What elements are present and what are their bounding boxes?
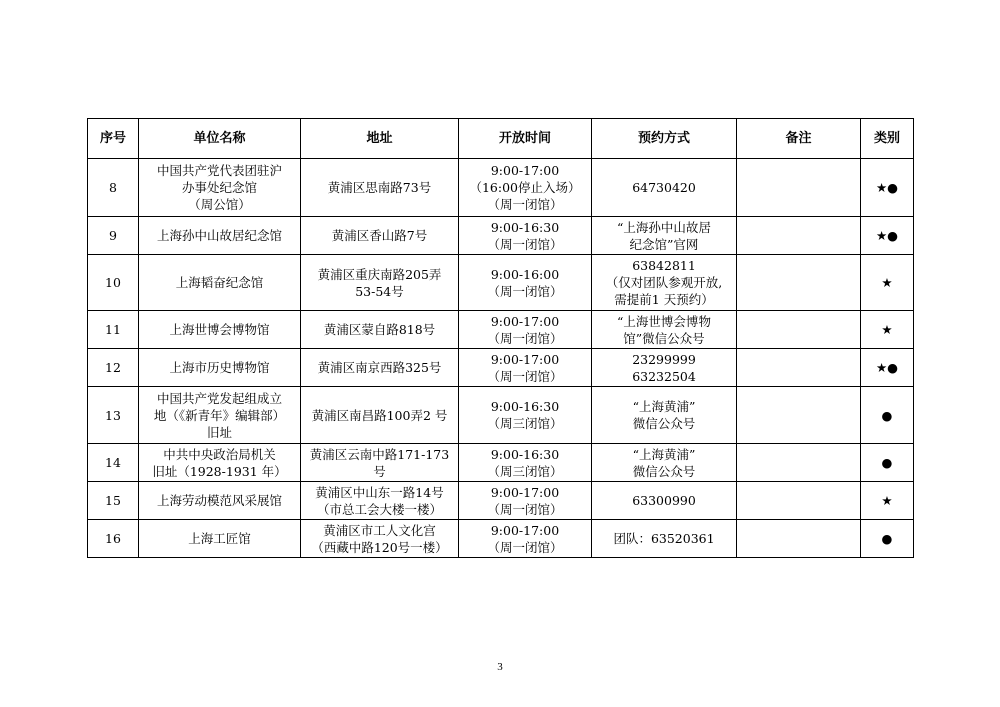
- header-name: 单位名称: [139, 119, 301, 159]
- row-number: 8: [88, 159, 139, 217]
- venue-name-line: 上海韬奋纪念馆: [175, 275, 264, 290]
- opening-hours-line: （周一闭馆）: [487, 283, 563, 299]
- opening-hours-line: 9:00-17:00: [490, 313, 560, 329]
- header-hours: 开放时间: [459, 119, 592, 159]
- venue-address: [301, 482, 459, 520]
- venue-name-line: 上海工匠馆: [188, 531, 251, 546]
- booking-method: [592, 217, 737, 255]
- row-number: 14: [88, 444, 139, 482]
- booking-method-line: 纪念馆”官网: [629, 236, 699, 252]
- venue-address-line: 黄浦区重庆南路205弄: [317, 266, 442, 282]
- venue-name-line: 上海世博会博物馆: [169, 322, 270, 337]
- venue-address: [301, 444, 459, 482]
- opening-hours-line: 9:00-16:00: [490, 266, 560, 282]
- opening-hours: [459, 387, 592, 444]
- booking-method-line: 需提前1 天预约）: [614, 292, 714, 307]
- booking-method-line: “上海黄浦”: [632, 446, 696, 462]
- header-no: 序号: [88, 119, 139, 159]
- category-marks: ★●: [861, 349, 914, 387]
- notes-cell: [737, 311, 861, 349]
- booking-method-line: 团队：63520361: [613, 531, 715, 546]
- venue-name: [139, 520, 301, 558]
- booking-method-line: “上海黄浦”: [632, 399, 696, 414]
- venue-address-line: （西藏中路120号一楼）: [311, 539, 448, 555]
- category-marks: ★: [861, 482, 914, 520]
- venue-name: [139, 159, 301, 217]
- booking-method-line: （仅对团队参观开放,: [605, 275, 723, 290]
- table-body: [88, 159, 914, 558]
- opening-hours: [459, 255, 592, 311]
- venue-address-line: 黄浦区思南路73号: [327, 180, 432, 195]
- opening-hours: [459, 217, 592, 255]
- booking-method-line: 63842811: [632, 258, 696, 273]
- venue-name-line: 中共中央政治局机关: [163, 446, 276, 462]
- row-number: 12: [88, 349, 139, 387]
- notes-cell: [737, 520, 861, 558]
- opening-hours-line: 9:00-16:30: [490, 219, 560, 235]
- venue-address-line: 黄浦区香山路7号: [331, 228, 428, 243]
- notes-cell: [737, 482, 861, 520]
- booking-method: [592, 349, 737, 387]
- category-marks: ★●: [861, 159, 914, 217]
- booking-method-line: 微信公众号: [632, 463, 696, 479]
- venue-name: [139, 349, 301, 387]
- venue-address: [301, 159, 459, 217]
- booking-method: [592, 520, 737, 558]
- notes-cell: [737, 217, 861, 255]
- opening-hours: [459, 520, 592, 558]
- header-booking: 预约方式: [592, 119, 737, 159]
- venue-address-line: 黄浦区南京西路325号: [317, 360, 442, 375]
- booking-method: [592, 311, 737, 349]
- venue-address-line: （市总工会大楼一楼）: [316, 501, 442, 517]
- opening-hours: [459, 159, 592, 217]
- venue-name-line: 上海劳动模范风采展馆: [156, 493, 282, 508]
- category-marks: ★: [861, 311, 914, 349]
- opening-hours-line: 9:00-16:30: [490, 446, 560, 462]
- opening-hours-line: 9:00-17:00: [490, 351, 560, 367]
- table-row: [88, 349, 914, 387]
- venue-address-line: 黄浦区蒙自路818号: [323, 322, 436, 337]
- row-number: 16: [88, 520, 139, 558]
- category-marks: ★●: [861, 217, 914, 255]
- opening-hours-line: （周一闭馆）: [487, 501, 563, 517]
- venue-name-line: 上海孙中山故居纪念馆: [156, 228, 282, 243]
- notes-cell: [737, 444, 861, 482]
- venue-name-line: 地（《新青年》编辑部）: [153, 407, 286, 423]
- booking-method-line: 微信公众号: [632, 416, 696, 431]
- venue-address: [301, 217, 459, 255]
- opening-hours: [459, 444, 592, 482]
- opening-hours-line: （周一闭馆）: [487, 236, 563, 252]
- venues-table: [87, 118, 914, 558]
- venue-name-line: 办事处纪念馆: [181, 180, 257, 195]
- row-number: 10: [88, 255, 139, 311]
- notes-cell: [737, 349, 861, 387]
- opening-hours-line: （周三闭馆）: [487, 416, 563, 431]
- booking-method: [592, 159, 737, 217]
- booking-method-line: 23299999: [632, 351, 696, 367]
- venue-address-line: 黄浦区南昌路100弄2 号: [311, 407, 448, 423]
- opening-hours-line: 9:00-17:00: [490, 484, 560, 500]
- opening-hours-line: （周一闭馆）: [487, 368, 563, 384]
- venue-address-line: 黄浦区市工人文化宫: [323, 522, 436, 538]
- venue-name-line: 旧址: [206, 424, 232, 440]
- table-row: [88, 217, 914, 255]
- opening-hours: [459, 311, 592, 349]
- venue-name: [139, 217, 301, 255]
- table-row: [88, 311, 914, 349]
- venue-address: [301, 520, 459, 558]
- venue-address: [301, 349, 459, 387]
- venue-address-line: 53-54号: [355, 283, 404, 299]
- opening-hours-line: （周三闭馆）: [487, 463, 563, 479]
- row-number: 15: [88, 482, 139, 520]
- category-marks: ●: [861, 520, 914, 558]
- venue-name-line: （周公馆）: [188, 197, 251, 212]
- table-row: [88, 255, 914, 311]
- table-row: [88, 482, 914, 520]
- opening-hours: [459, 349, 592, 387]
- row-number: 9: [88, 217, 139, 255]
- table-row: [88, 520, 914, 558]
- table-row: [88, 387, 914, 444]
- venue-address: [301, 387, 459, 444]
- booking-method-line: 64730420: [632, 180, 696, 195]
- opening-hours-line: （周一闭馆）: [487, 330, 563, 346]
- row-number: 11: [88, 311, 139, 349]
- venue-address: [301, 255, 459, 311]
- booking-method-line: “上海世博会博物: [617, 313, 711, 329]
- venue-name: [139, 311, 301, 349]
- header-notes: 备注: [737, 119, 861, 159]
- booking-method: [592, 444, 737, 482]
- table-row: [88, 159, 914, 217]
- booking-method-line: 63232504: [632, 368, 696, 384]
- booking-method: [592, 255, 737, 311]
- category-marks: ●: [861, 444, 914, 482]
- notes-cell: [737, 255, 861, 311]
- venue-name: [139, 482, 301, 520]
- header-address: 地址: [301, 119, 459, 159]
- venue-name: [139, 444, 301, 482]
- venue-name-line: 中国共产党代表团驻沪: [156, 163, 282, 178]
- category-marks: ★: [861, 255, 914, 311]
- opening-hours-line: （周一闭馆）: [487, 539, 563, 555]
- venue-address-line: 黄浦区中山东一路14号: [315, 484, 444, 500]
- venue-name: [139, 387, 301, 444]
- opening-hours: [459, 482, 592, 520]
- header-row: [88, 119, 914, 159]
- row-number: 13: [88, 387, 139, 444]
- table-row: [88, 444, 914, 482]
- opening-hours-line: 9:00-17:00: [490, 163, 560, 178]
- venue-name-line: 上海市历史博物馆: [169, 360, 270, 375]
- opening-hours-line: 9:00-17:00: [490, 522, 560, 538]
- venue-name: [139, 255, 301, 311]
- opening-hours-line: 9:00-16:30: [490, 399, 560, 414]
- venue-address-line: 号: [373, 463, 386, 479]
- venue-address-line: 黄浦区云南中路171-173: [309, 446, 450, 462]
- venue-address: [301, 311, 459, 349]
- opening-hours-line: （周一闭馆）: [487, 197, 563, 212]
- notes-cell: [737, 387, 861, 444]
- booking-method-line: “上海孙中山故居: [617, 219, 711, 235]
- page-number: 3: [497, 661, 503, 673]
- header-category: 类别: [861, 119, 914, 159]
- venue-name-line: 旧址（1928-1931 年）: [152, 463, 287, 479]
- booking-method-line: 63300990: [632, 493, 696, 508]
- booking-method: [592, 482, 737, 520]
- booking-method: [592, 387, 737, 444]
- opening-hours-line: （16:00停止入场）: [469, 180, 581, 195]
- category-marks: ●: [861, 387, 914, 444]
- notes-cell: [737, 159, 861, 217]
- booking-method-line: 馆”微信公众号: [623, 330, 705, 346]
- venue-name-line: 中国共产党发起组成立: [156, 390, 282, 406]
